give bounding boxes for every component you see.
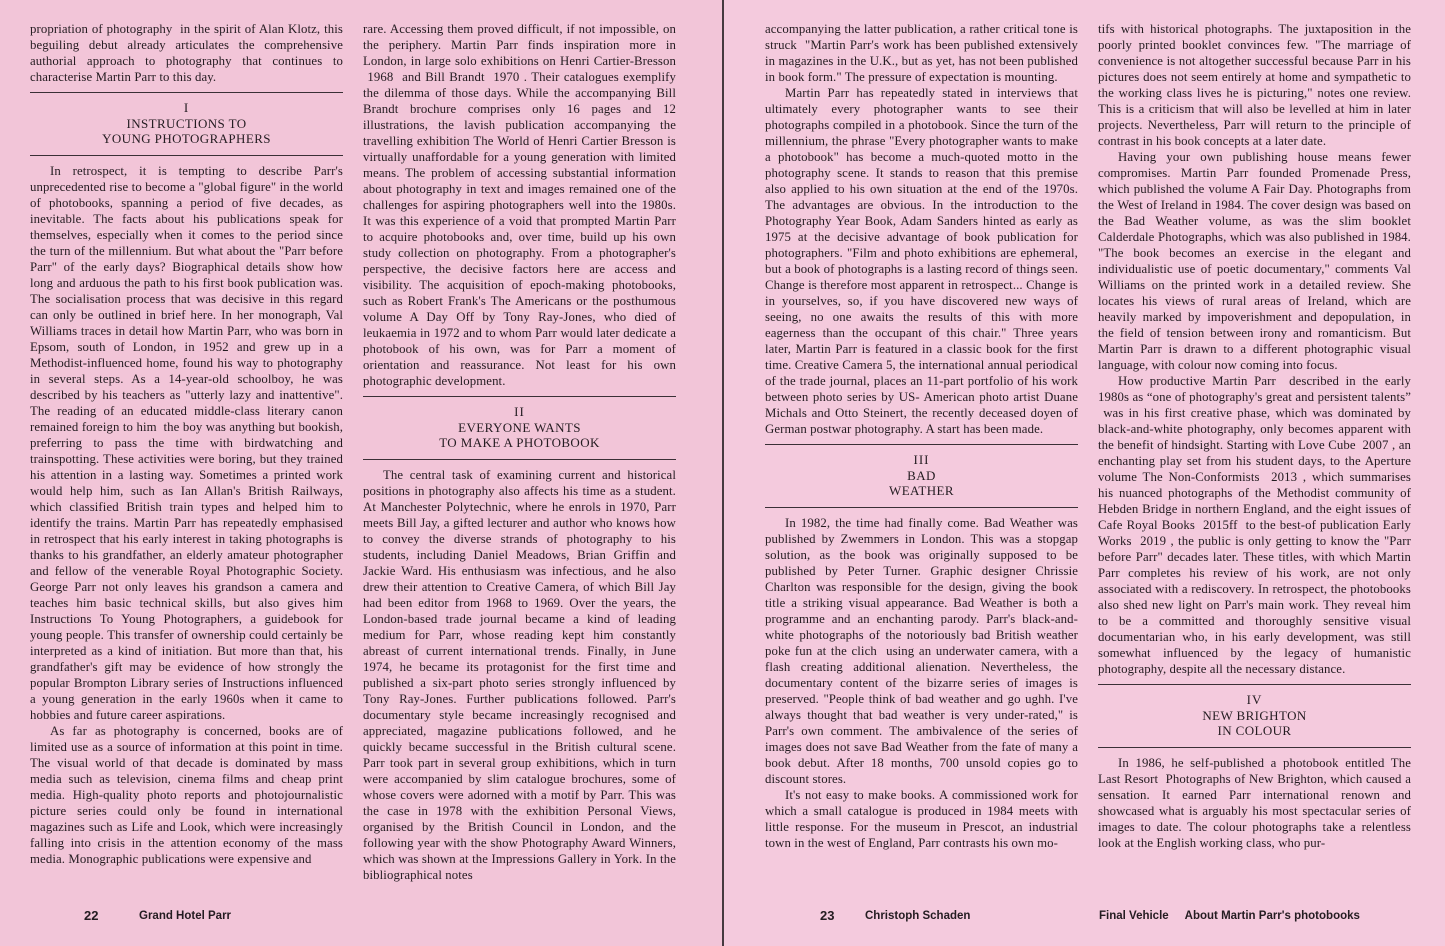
section-heading <box>765 444 1078 508</box>
spine-divider <box>722 0 724 946</box>
footer-right-group <box>1099 910 1360 922</box>
section-numeral: I <box>183 100 190 115</box>
page-right-text-area <box>765 21 1411 891</box>
page-number: 22 <box>84 908 99 923</box>
section-heading <box>30 92 343 156</box>
paragraph: The central task of examining current and historical positions in photography also affects his time as a student. At Manchester Polytechnic, where he enrols in 1970, Parr meets Bill Jay, a gifted lecturer and author who knows how to convey the diverse strands of photography to his students, including Daniel Meadows, Brian Griffin and Jackie Ward. His enthusiasm was infectious, and he also drew their attention to Creative Camera, of which Bill Jay had been editor from 1968 to 1969. Over the years, the London-based trade journal became a kind of leading medium for Parr, whose reading kept him constantly abreast of current international trends. Finally, in June 1974, he became its protagonist for the first time and published a six-part photo series strongly influenced by Tony Ray-Jones. Further publications followed. Parr's documentary style became increasingly recognised and appreciated, magazine publications followed, and he quickly became successful in the British cultural scene. Parr took part in several group exhibitions, which in turn were accompanied by slim catalogue brochures, some of whose covers were adorned with a motif by Parr. This was the case in 1978 with the exhibition Personal Views, organised by the British Council in London, and the following year with the show Photography Award Winners, which was shown at the Impressions Gallery in York. In the bibliographical notes <box>363 467 676 882</box>
paragraph: tifs with historical photographs. The juxtaposition in the poorly printed booklet convinces few. "The marriage of convenience is not altogether successful because Parr in his pictures does not seem entirely at home and sympathetic to the working class lives he is picturing," notes one review. This is a criticism that will also be levelled at him in later projects. Nevertheless, Parr will return to the principle of contrast in his book concepts at a later date. <box>1098 22 1411 148</box>
paragraph: propriation of photography in the spirit of Alan Klotz, this beguiling debut already articulates the comprehensive authorial approach to photography that continues to characterise Martin Parr to this day. <box>30 22 343 84</box>
section-title-line: YOUNG PHOTOGRAPHERS <box>102 131 271 146</box>
section-title-line: BAD <box>907 467 936 483</box>
paragraph: rare. Accessing them proved difficult, if not impossible, on the periphery. Martin Parr finds inspiration more in London, in large solo exhibitions on Henri Cartier-Bresson 1968 and Bill Brandt 1970 . Their catalogues exemplify the dilemma of those days. While the accompanying Bill Brandt brochure comprises only 16 pages and 12 illustrations, the lavish publication accompanying the travelling exhibition The World of Henri Cartier Bresson is virtually unaffordable for a young generation with limited means. The problem of accessing substantial information about photography in text and images remained one of the challenges for aspiring photographers well into the 1980s. It was this experience of a void that prompted Martin Parr to acquire photobooks and, over time, build up his own study collection on photography. From a photographer's perspective, the decisive factors here are access and visibility. The acquisition of epoch-making photobooks, such as Robert Frank's The Americans or the posthumous volume A Day Off by Tony Ray-Jones, who died of leukaemia in 1972 and to whom Parr would later dedicate a photobook of his own, was for Parr a moment of orientation and reassurance. Not least for his own photographic development. <box>363 22 676 388</box>
section-title-line: TO MAKE A PHOTOBOOK <box>439 435 600 450</box>
section-heading <box>1098 684 1411 748</box>
page-right <box>723 0 1445 946</box>
paragraph: accompanying the latter publication, a rather critical tone is struck "Martin Parr's work has been published extensively in magazines in the U.K., but as yet, has not been published in book form." The pressure of expectation is mounting. <box>765 22 1078 84</box>
running-title: Christoph Schaden <box>865 910 971 922</box>
section-numeral: IV <box>1246 692 1263 707</box>
section-title-line: WEATHER <box>889 483 954 498</box>
page-number: 23 <box>820 908 835 923</box>
paragraph: Having your own publishing house means fewer compromises. Martin Parr founded Promenade Press, which published the volume A Fair Day. Photographs from the West of Ireland in 1984. The cover design was based on the Bad Weather volume, as was the slim booklet Calderdale Photographs, which was also published in 1984. "The book becomes an exercise in the elegant and individualistic use of poetic documentary," comments Val Williams on the printed work in a detailed review. She locates his views of rural areas of Ireland, which are heavily marked by impoverishment and depopulation, in the field of tension between irony and romanticism. But Martin Parr is drawn to a different photographic visual language, with colour now coming into focus. <box>1098 150 1411 372</box>
paragraph: Martin Parr has repeatedly stated in interviews that ultimately every photographer wants to see their photographs compiled in a photobook. Since the turn of the millennium, the phrase "Every photographer wants to make a photobook" has become a much-quoted motto in the photography scene. It stands to reason that this premise also applied to his own situation at the end of the 1970s. The advantages are obvious. In the introduction to the Photography Year Book, Adam Sanders hinted as early as 1975 at the decisive advantage of book publication for photographers. "Film and photo exhibitions are ephemeral, but a book of photographs is a lasting record of things seen. Change is therefore most apparent in retrospect... Change is in yourselves, so, if you have discovered new ways of seeing, no one awaits the results of this with more eagerness than the occupant of this chair." Three years later, Martin Parr is featured in a classic book for the first time. Creative Camera 5, the international annual periodical of the trade journal, places an 11-part portfolio of his work between photo series by US- American photo artist Duane Michals and Otto Steinert, the recently deceased doyen of German postwar photography. A start has been made. <box>765 86 1078 436</box>
paragraph: In retrospect, it is tempting to describe Parr's unprecedented rise to become a "global figure" in the world of photobooks, spanning a period of five decades, as inevitable. The facts about his publications speak for themselves, especially when it comes to the period since the turn of the millennium. But what about the "Parr before Parr" of the early days? Biographical details show how long and arduous the path to his first book publication was. The socialisation process that was decisive in this regard can only be outlined in brief here. In her monograph, Val Williams traces in detail how Martin Parr, who was born in Epsom, south of London, in 1952 and grew up in a Methodist-influenced home, found his way to photography in several steps. As a 14-year-old schoolboy, he was described by his teachers as "utterly lazy and inattentive". The reading of an educated middle-class literary canon remained foreign to him the boy was anything but bookish, preferring to pass the time with birdwatching and trainspotting. These activities were boring, but they trained his attention in a lasting way. Sometimes a printed work would help him, such as Ian Allan's British Railways, which classified British train types and helped him to identify the trains. Martin Parr has repeatedly emphasised in retrospect that his early interest in taking photographs is thanks to his grandfather, an elderly amateur photographer and fellow of the venerable Royal Photographic Society. George Parr not only leaves his grandson a camera and teaches him basic technical skills, but also gives him Instructions To Young Photographers, a guidebook for young people. This transfer of ownership could certainly be interpreted as a kind of initiation. But more than that, his grandfather's gift may be evidence of how strongly the popular Brompton Library series of Instructions influenced a young generation in the early 1960s when it came to hobbies and future career aspirations. <box>30 163 343 722</box>
article-title: About Martin Parr's photobooks <box>1184 910 1360 922</box>
paragraph: As far as photography is concerned, books are of limited use as a source of information at this point in time. The visual world of that decade is dominated by mass media such as television, cinema films and cheap print media. High-quality photo reports and photojournalistic picture series could only be found in international magazines such as Life and Look, which were increasingly falling into crisis in the attention economy of the mass media. Monographic publications were expensive and <box>30 723 343 866</box>
section-numeral: II <box>514 404 525 419</box>
text-column <box>363 21 676 891</box>
text-column <box>765 21 1078 891</box>
section-numeral: III <box>913 452 930 467</box>
text-column <box>1098 21 1411 891</box>
paragraph: In 1986, he self-published a photobook entitled The Last Resort Photographs of New Brighton, which caused a sensation. It earned Parr international renown and showcased what is arguably his most spectacular series of images to date. The colour photographs take a relentless look at the English working class, who pur- <box>1098 755 1411 850</box>
paragraph: How productive Martin Parr described in the early 1980s as “one of photography's great and persistent talents” was in his first creative phase, which was dominated by black-and-white photography, only becomes apparent with the benefit of hindsight. Starting with Love Cube 2007 , an enchanting play set from his student days, to the Aperture volume The Non-Conformists 2013 , which summarises his nuanced photographs of the Methodist community of Hebden Bridge in northern England, and the eight issues of Cafe Royal Books 2015ff to the best-of publication Early Works 2019 , the public is only getting to know the "Parr before Parr" decades later. These titles, with which Martin Parr completes his review of his work, are not only associated with a rediscovery. In retrospect, the photobooks also shed new light on Parr's main work. They reveal him to be a committed and thoroughly sensitive visual documentarian who, in his early development, was still somewhat influenced by the legacy of humanistic photography, despite all the necessary distance. <box>1098 374 1411 676</box>
section-title-line: NEW BRIGHTON <box>1202 707 1307 723</box>
section-title-line: EVERYONE WANTS <box>458 419 581 435</box>
text-column <box>30 21 343 891</box>
section-title-line: INSTRUCTIONS TO <box>126 115 247 131</box>
running-title: Grand Hotel Parr <box>139 910 232 922</box>
section-heading <box>363 396 676 460</box>
paragraph: It's not easy to make books. A commissioned work for which a small catalogue is produced in 1984 meets with little response. For the museum in Prescot, an industrial town in the west of England, Parr contrasts his own mo- <box>765 787 1078 850</box>
chapter-title: Final Vehicle <box>1099 910 1169 922</box>
page-left-text-area <box>30 21 676 891</box>
section-title-line: IN COLOUR <box>1217 723 1292 738</box>
paragraph: In 1982, the time had finally come. Bad Weather was published by Zwemmers in London. This was a stopgap solution, as the book was originally supposed to be published by Peter Turner. Graphic designer Chrissie Charlton was responsible for the design, giving the book title a striking visual appearance. Bad Weather is both a programme and an enchanting parody. Parr's black-and-white photographs of the notoriously bad British weather poke fun at the clich using an underwater camera, with a flash creating additional alienation. Nevertheless, the documentary content of the bizarre series of images is preserved. "People think of bad weather and go ughh. I've always thought that bad weather is very under-rated," is Parr's own comment. The ambivalence of the series of images does not save Bad Weather from the fate of many a book debut. After 18 months, 700 unsold copies go to discount stores. <box>765 515 1078 786</box>
